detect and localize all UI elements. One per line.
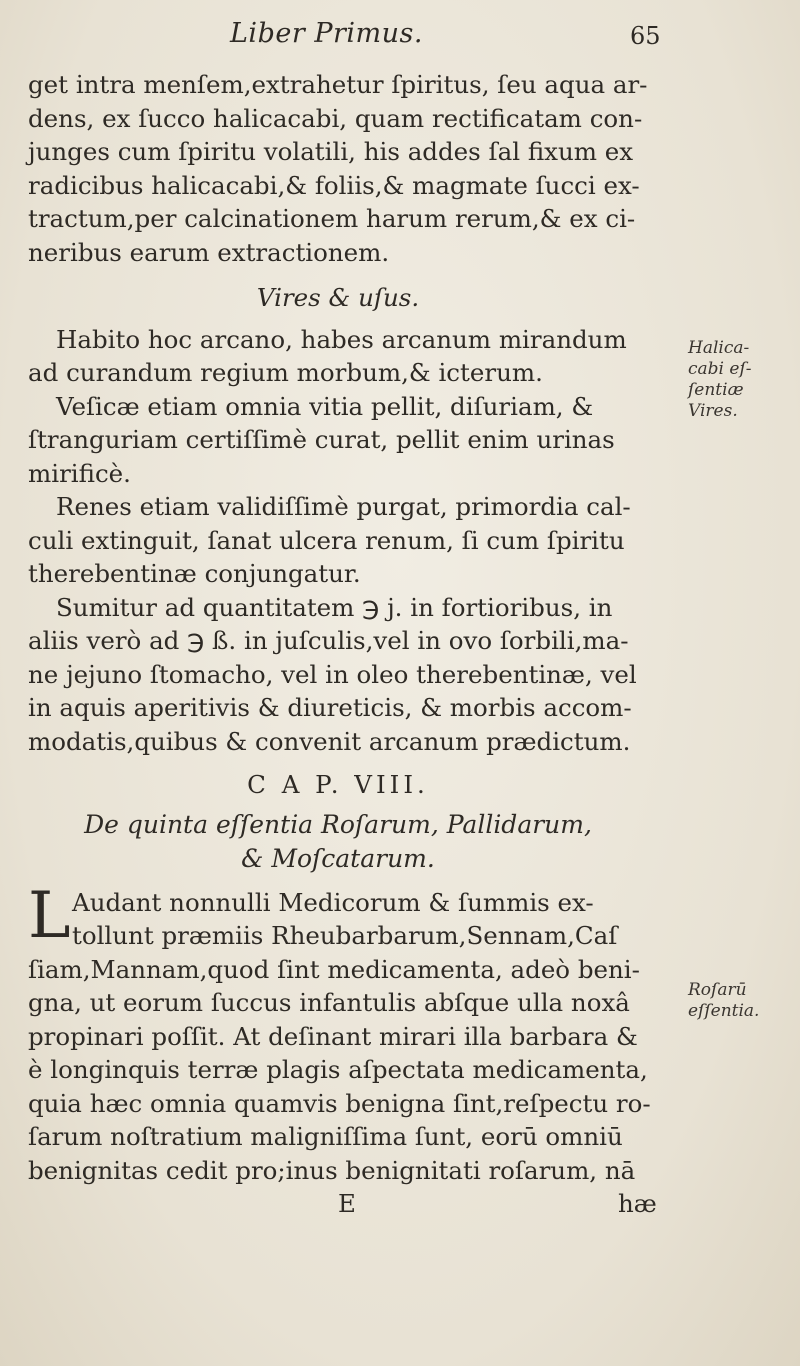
text-line: Sumitur ad quantitatem ℈ j. in fortioribus, in — [56, 592, 613, 622]
margin-note — [688, 338, 788, 422]
text-line: tractum,per calcinationem harum rerum,& ex ci- — [28, 204, 636, 233]
margin-note-line: ſentiæ — [688, 380, 744, 400]
catchword-line — [28, 1187, 657, 1221]
text-line: aliis verò ad ℈ ß. in juſculis,vel in ovo ſorbili,ma- — [28, 626, 629, 655]
chapter-title: De quinta eſſentia Roſarum, Pallidarum, — [84, 809, 592, 839]
text-line: ad curandum regium morbum,& icterum. — [28, 358, 543, 387]
text-line: benignitas cedit pro;inus benignitati roſarum, nā — [28, 1155, 636, 1185]
catchword: hæ — [618, 1189, 657, 1218]
text-line: junges cum ſpiritu volatili, his addes ſal fixum ex — [28, 137, 634, 166]
margin-note-line: cabi eſ- — [688, 359, 752, 379]
section-heading: Vires & uſus. — [256, 283, 420, 312]
text-line: modatis,quibus & convenit arcanum prædictum. — [28, 726, 631, 756]
text-line: mirificè. — [28, 458, 131, 488]
margin-note-line: eſſentia. — [688, 1001, 760, 1021]
running-title: Liber Primus. — [230, 18, 423, 49]
text-line: ſarum noſtratium maligniſſima ſunt, eorū omniū — [28, 1122, 623, 1151]
text-line-content: Audant nonnulli Medicorum & ſummis ex- — [72, 887, 594, 917]
text-line: dens, ex ſucco halicacabi, quam rectificatam con- — [28, 103, 643, 133]
margin-note-line: Halica- — [688, 338, 750, 358]
text-line: propinari poſſit. At deſinant mirari illa barbara & — [28, 1021, 638, 1051]
text-line: ne jejuno ſtomacho, vel in oleo therebentinæ, vel — [28, 659, 637, 689]
text-line: radicibus halicacabi,& foliis,& magmate ſucci ex- — [28, 170, 640, 200]
text-line: è longinquis terræ plagis aſpectata medicamenta, — [28, 1055, 648, 1084]
text-line: quia hæc omnia quamvis benigna ſint,reſpectu ro- — [28, 1088, 651, 1118]
margin-note-line: Vires. — [688, 401, 738, 421]
text-line: Habito hoc arcano, habes arcanum mirandum — [56, 324, 627, 354]
drop-cap: L — [28, 878, 71, 953]
page-header — [30, 18, 661, 58]
text-line: neribus earum extractionem. — [28, 237, 390, 267]
text-line: in aquis aperitivis & diureticis, & morbis accom- — [28, 693, 632, 722]
margin-note-line: Roſarū — [688, 980, 747, 1000]
page-number: 65 — [630, 22, 661, 50]
chapter-number: C A P. VIII. — [247, 770, 429, 799]
text-line: gna, ut eorum ſuccus infantulis abſque ulla noxâ — [28, 988, 630, 1017]
text-line: culi extinguit, ſanat ulcera renum, ſi cum ſpiritu — [28, 525, 625, 555]
chapter-title: & Moſcatarum. — [241, 843, 435, 873]
body-text — [28, 68, 657, 1221]
text-line: ſtranguriam certiſſimè curat, pellit enim urinas — [28, 425, 615, 454]
signature-mark: E — [338, 1189, 356, 1218]
text-line: therebentinæ conjungatur. — [28, 559, 361, 588]
text-line: tollunt præmiis Rheubarbarum,Sennam,Caſ — [72, 921, 618, 950]
text-line: Veſicæ etiam omnia vitia pellit, diſuriam, & — [56, 391, 594, 421]
text-line: get intra menſem,extrahetur ſpiritus, ſeu aqua ar- — [28, 70, 648, 99]
margin-note — [688, 980, 788, 1022]
text-line: Renes etiam validiſſimè purgat, primordia cal- — [56, 492, 631, 521]
text-line: ſiam,Mannam,quod ſint medicamenta, adeò beni- — [28, 954, 640, 984]
